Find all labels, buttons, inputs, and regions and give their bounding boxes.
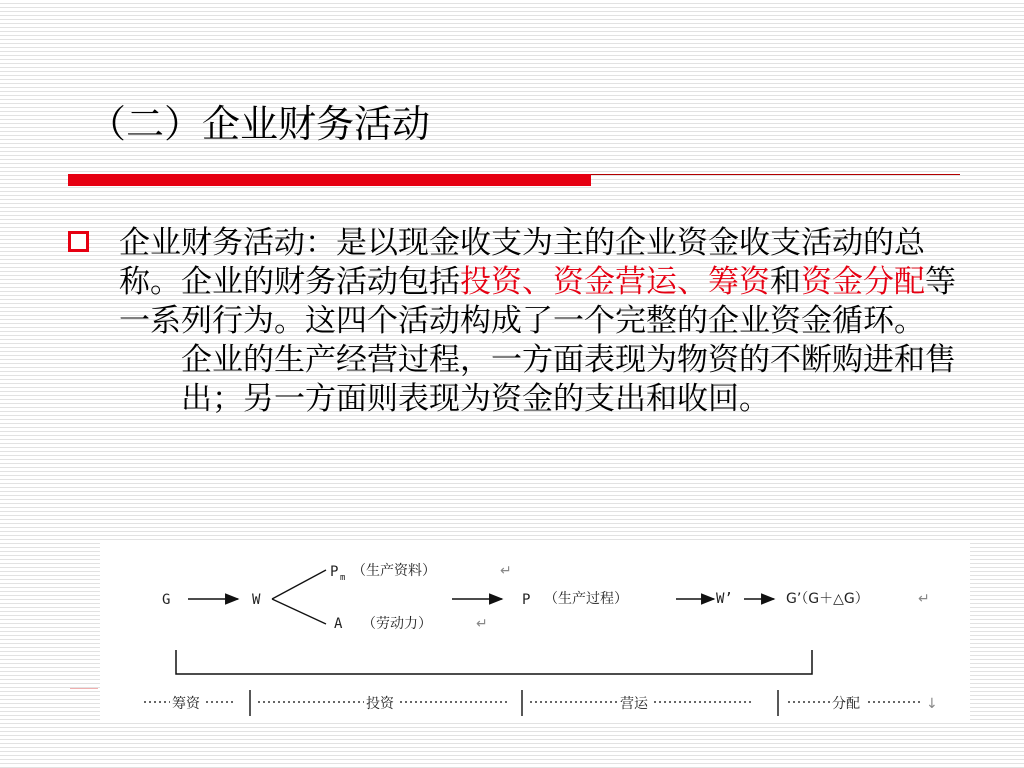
stage-financing: 筹资 [172, 696, 200, 712]
return-mark: ↵ [918, 591, 930, 607]
node-pm-subscript: m [340, 573, 346, 583]
paragraph-definition [119, 224, 967, 341]
return-mark: ↵ [476, 616, 488, 632]
stage-investment: 投资 [366, 696, 394, 712]
end-mark: ↓ [926, 696, 938, 712]
label-production-means: （生产资料） [352, 563, 436, 579]
node-p: P [522, 592, 531, 608]
node-wprime: W’ [716, 591, 733, 607]
cycle-bracket [176, 650, 812, 674]
paragraph-process: 企业的生产经营过程，一方面表现为物资的不断购进和售出；另一方面则表现为资金的支出和收回。 [181, 342, 956, 417]
node-a: A [334, 616, 343, 632]
return-mark: ↵ [500, 563, 512, 579]
stage-distribution: 分配 [832, 696, 860, 712]
label-labor: （劳动力） [362, 616, 432, 632]
bullet-square-icon [68, 231, 89, 252]
highlight-activities: 投资、资金营运、筹资 [460, 264, 770, 300]
capital-cycle-svg [100, 540, 970, 720]
branch-upper [272, 570, 326, 599]
node-gprime: G’（G＋△G） [786, 591, 869, 607]
title-underline-thin [591, 174, 960, 175]
paragraph-text: 等一系列行为。这四个活动构成了一个完整的企业资金循环。 [119, 264, 956, 339]
capital-cycle-diagram [100, 540, 970, 720]
paragraph-text: 和 [770, 264, 801, 300]
label-production-process: （生产过程） [544, 591, 628, 607]
stage-operations: 营运 [620, 696, 648, 712]
paragraph-text: 企业财务活动：是以现金收支为主的企业资金收支活动的总称。企业的财务活动包括 [119, 225, 925, 300]
node-g: G [162, 592, 171, 608]
node-w: W [252, 592, 261, 608]
highlight-distribution: 资金分配 [801, 264, 925, 300]
node-pm: P [330, 564, 339, 580]
title-underline-red [68, 174, 591, 186]
decorative-fragment [70, 688, 98, 689]
slide-body [119, 224, 967, 419]
slide-title: （二）企业财务活动 [88, 102, 431, 146]
branch-lower [272, 599, 326, 624]
